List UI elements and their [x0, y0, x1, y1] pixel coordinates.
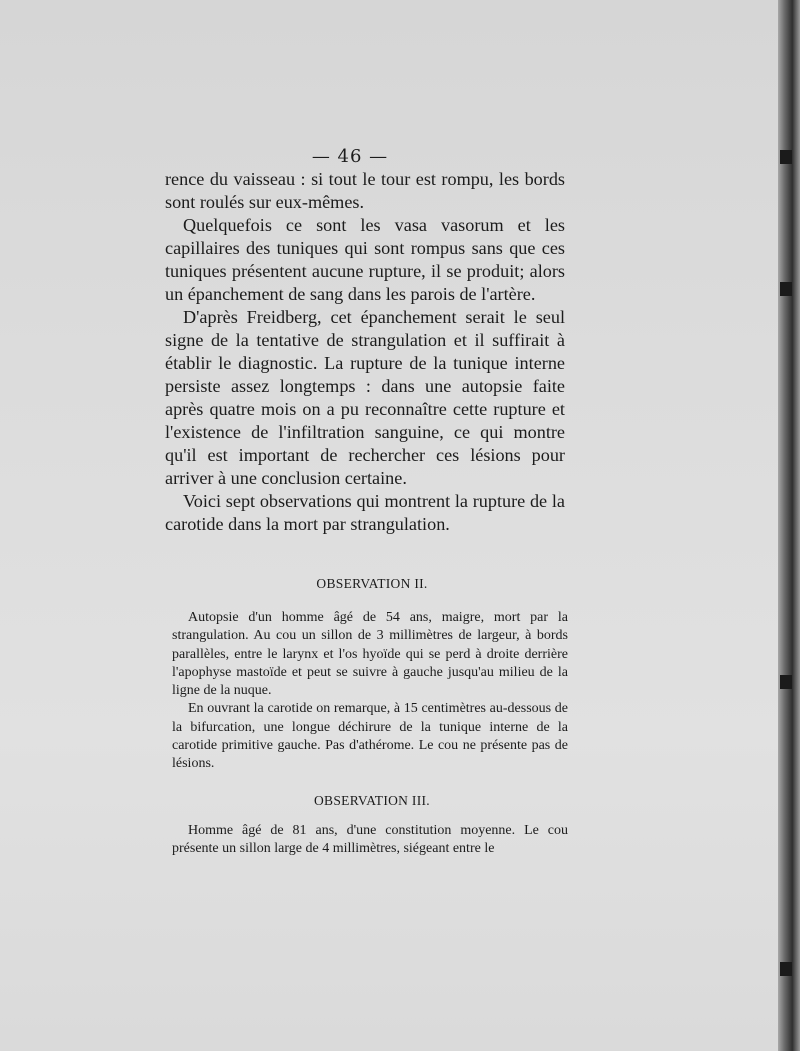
- observation-2-text: [172, 609, 568, 774]
- binding-mark: [780, 282, 792, 296]
- observation-3-heading: OBSERVATION III.: [314, 793, 430, 808]
- observation-2-heading: OBSERVATION II.: [316, 576, 428, 591]
- observation-2-paragraph-1: Autopsie d'un homme âgé de 54 ans, maigre, mort par la strangulation. Au cou un sillon de 3 millimètres de largeur, à bords parallèles, entre le larynx et l'os hyoïde qui se perd à droite derrière l'apophyse mastoïde et peut se suivre à gauche jusqu'au milieu de la ligne de la nuque.: [172, 610, 568, 699]
- observation-2-paragraph-2: En ouvrant la carotide on remarque, à 15 centimètres au-dessous de la bifurcation, une longue déchirure de la tunique interne de la carotide primitive gauche. Pas d'athérome. Le cou ne présente pas de lésions.: [172, 701, 568, 772]
- paragraph-seven-observations: Voici sept observations qui montrent la rupture de la carotide dans la mort par strangulation.: [165, 491, 565, 534]
- main-text-block: [165, 168, 565, 536]
- paragraph-freidberg: D'après Freidberg, cet épanchement serait le seul signe de la tentative de strangulation et il suffirait à établir le diagnostic. La rupture de la tunique interne persiste assez longtemps : dans une autopsie faite après quatre mois on a pu reconnaître cette rupture et l'existence de l'infiltration sanguine, ce qui montre qu'il est important de rechercher ces lésions pour arriver à une conclusion certaine.: [165, 307, 565, 488]
- page-number: — 46 —: [311, 146, 389, 167]
- observation-3-text: [172, 822, 568, 859]
- binding-mark: [780, 962, 792, 976]
- paragraph-vasa-vasorum: Quelquefois ce sont les vasa vasorum et les capillaires des tuniques qui sont rompus sans que ces tuniques présentent aucune rupture, il se produit; alors un épanchement de sang dans les parois de l'artère.: [165, 215, 565, 304]
- binding-mark: [780, 675, 792, 689]
- paragraph-continued: rence du vaisseau : si tout le tour est rompu, les bords sont roulés sur eux-mêmes.: [165, 169, 565, 212]
- binding-mark: [780, 150, 792, 164]
- observation-3-paragraph-1: Homme âgé de 81 ans, d'une constitution moyenne. Le cou présente un sillon large de 4 millimètres, siégeant entre le: [172, 823, 568, 857]
- book-binding-edge: [778, 0, 800, 1051]
